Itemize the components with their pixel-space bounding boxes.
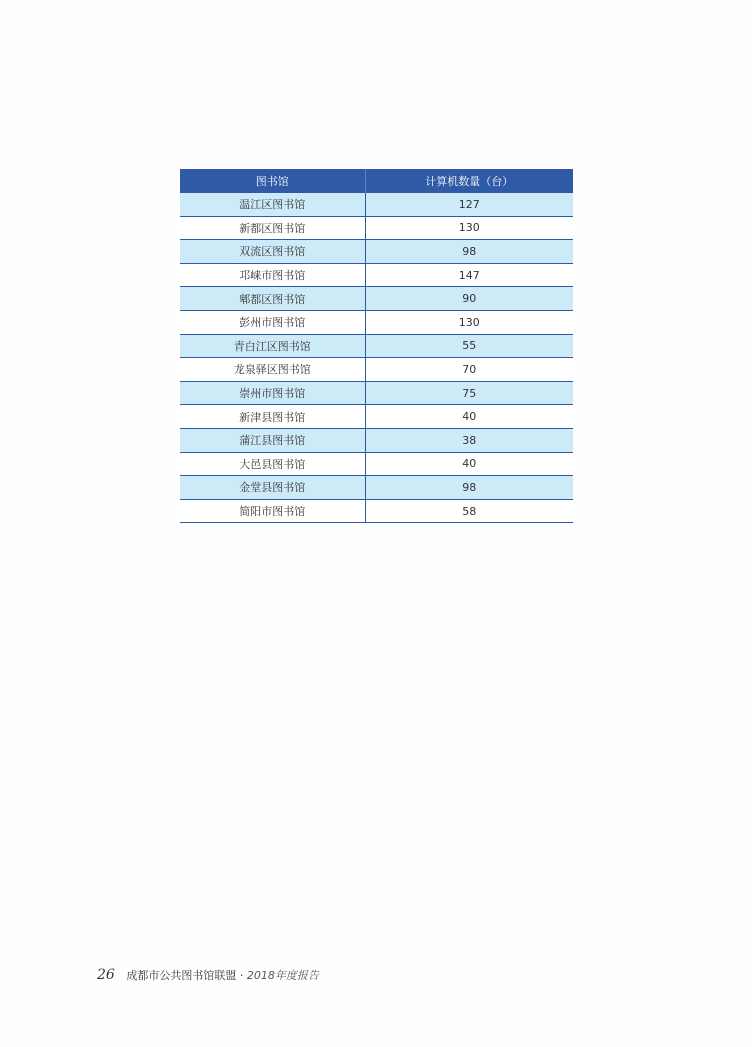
library-name: 龙泉驿区图书馆 [180,358,365,382]
table-row [180,405,573,429]
header-library: 图书馆 [180,169,365,193]
computer-count: 75 [365,381,573,405]
report-title: 2018年度报告 [246,969,319,982]
library-name: 蒲江县图书馆 [180,428,365,452]
table-row [180,499,573,523]
header-computer-count: 计算机数量（台） [365,169,573,193]
library-name: 郫都区图书馆 [180,287,365,311]
computer-count: 127 [365,193,573,216]
computer-count: 70 [365,358,573,382]
table-row [180,263,573,287]
computer-count: 38 [365,428,573,452]
library-name: 大邑县图书馆 [180,452,365,476]
table-row [180,287,573,311]
computer-count: 130 [365,216,573,240]
table-row [180,216,573,240]
table-row [180,381,573,405]
table-row [180,452,573,476]
table-row [180,193,573,216]
table-row [180,476,573,500]
library-name: 金堂县图书馆 [180,476,365,500]
table-row [180,334,573,358]
library-name: 新津县图书馆 [180,405,365,429]
library-name: 青白江区图书馆 [180,334,365,358]
computer-count: 55 [365,334,573,358]
table-row [180,358,573,382]
page-number: 26 [97,967,115,983]
library-name: 邛崃市图书馆 [180,263,365,287]
table-row [180,310,573,334]
computer-count: 147 [365,263,573,287]
table-header-row [180,169,573,193]
computer-count: 98 [365,476,573,500]
table-row [180,240,573,264]
library-name: 彭州市图书馆 [180,310,365,334]
table-row [180,428,573,452]
computer-count: 40 [365,452,573,476]
computer-count: 58 [365,499,573,523]
library-name: 崇州市图书馆 [180,381,365,405]
publication-name: 成都市公共图书馆联盟 [126,969,237,982]
computer-count: 130 [365,310,573,334]
page-footer [97,967,319,983]
library-name: 简阳市图书馆 [180,499,365,523]
table-body [180,193,573,523]
library-name: 双流区图书馆 [180,240,365,264]
library-name: 新都区图书馆 [180,216,365,240]
library-computer-table [180,169,573,523]
computer-count: 40 [365,405,573,429]
footer-separator: · [239,969,244,982]
computer-count: 90 [365,287,573,311]
computer-count: 98 [365,240,573,264]
library-name: 温江区图书馆 [180,193,365,216]
